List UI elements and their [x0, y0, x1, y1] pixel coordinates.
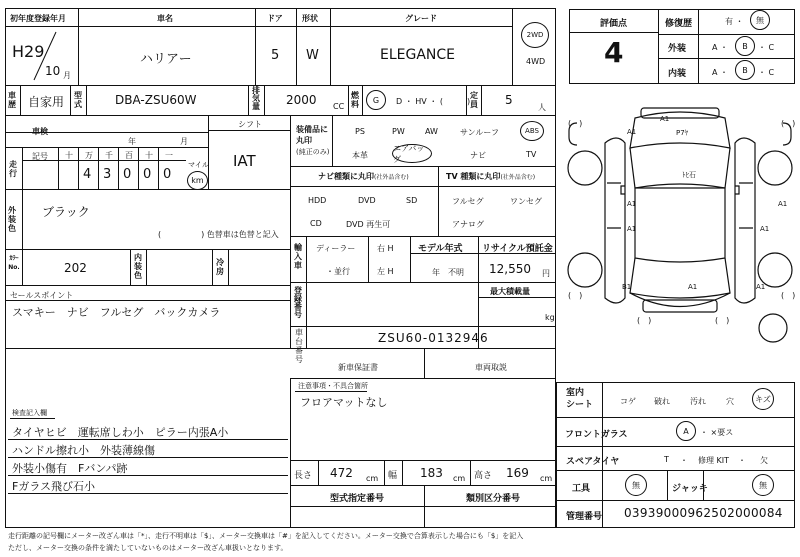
repair-label: 修復歴 — [665, 19, 693, 29]
seat-label: 室内 シート — [566, 388, 594, 410]
seat-option: コゲ — [620, 397, 636, 406]
interior-a: A ・ — [712, 68, 729, 77]
fuel-other: D ・ HV ・ ( ) — [396, 97, 471, 106]
ac-label: 冷 房 — [216, 258, 224, 276]
exterior-label: 外装 — [668, 44, 687, 54]
length-cm: cm — [366, 474, 379, 483]
navi-option: DVD — [358, 196, 376, 205]
color-label: 外 装 色 — [8, 206, 16, 233]
km-unit: km — [187, 171, 208, 190]
seat-option: 汚れ — [690, 397, 706, 406]
windshield-label: フロントガラス — [565, 430, 628, 440]
damage-mark: A1 — [627, 225, 637, 233]
footer-note-1: 走行距離の記号欄にメーター改ざん車は「*」、走行不明車は「$」、メーター交換車は「#」を記入してください。メーター交換で合算表示した場合にも「$」を記入 — [8, 532, 524, 540]
bracket-mark: ( ) — [568, 119, 583, 128]
spare-option: ・ — [738, 456, 746, 465]
width-value: 183 — [420, 466, 443, 480]
exterior-b: B — [735, 36, 755, 56]
length-value: 472 — [330, 466, 353, 480]
equip-option: ナビ — [470, 151, 486, 160]
equip-option: PW — [392, 127, 405, 136]
damage-mark: A1 — [756, 283, 766, 291]
windshield-a: A — [676, 421, 696, 441]
month-unit: 月 — [63, 71, 71, 80]
sales-value: スマキー ナビ フルセグ バックカメラ — [12, 306, 221, 319]
displacement-value: 2000 — [286, 93, 317, 107]
height-cm: cm — [540, 474, 553, 483]
type-designation-label: 型式指定番号 — [330, 494, 385, 504]
equip-option: TV — [526, 150, 537, 159]
digit-header: 百 — [125, 151, 133, 160]
digit-header: 十 — [65, 151, 73, 160]
usage-label: 車 歴 — [8, 91, 16, 109]
tv-option: ワンセグ — [510, 197, 542, 206]
car-name: ハリアー — [140, 52, 192, 67]
notes-label: 注意事項・不具合箇所 — [298, 382, 368, 390]
inspector-line: タイヤヒビ 運転席しわ小 ピラー内張A小 — [12, 426, 229, 439]
exterior-c: ・ C — [758, 43, 775, 52]
equip-option: ABS — [520, 121, 544, 141]
cc-unit: CC — [333, 102, 345, 111]
spare-option: 欠 — [760, 456, 768, 465]
color-code-label: ｶﾗｰ No. — [8, 255, 20, 271]
inspector-line: Fガラス飛び石小 — [12, 480, 95, 493]
windshield-rest: ・ ×要ス — [700, 428, 734, 437]
width-cm: cm — [453, 474, 466, 483]
tools-label: 工具 — [572, 484, 591, 494]
equip-option: サンルーフ — [460, 128, 499, 137]
mgmt-label: 管理番号 — [566, 512, 603, 522]
grade-label: グレード — [405, 14, 437, 23]
model-label: 型 式 — [74, 91, 82, 109]
damage-mark: A1 — [627, 128, 637, 136]
mileage-digit: 4 — [83, 167, 92, 182]
inspector-line: 外装小傷有 Fバンパ跡 — [12, 462, 128, 475]
spare-option: 修理 KIT — [698, 456, 730, 465]
width-label: 幅 — [388, 471, 398, 481]
recycle-label: リサイクル預託金 — [482, 244, 553, 254]
seat-option: 破れ — [654, 397, 670, 406]
import-lh: 左 H — [377, 267, 394, 276]
sales-label: セールスポイント — [10, 291, 74, 300]
inspector-line: ハンドル擦れ小 外装薄線傷 — [12, 444, 155, 457]
jack-label: ジャッキ — [672, 484, 708, 494]
navi-option: DVD 再生可 — [346, 220, 391, 229]
equip-option: PS — [355, 127, 365, 136]
color-value: ブラック — [42, 205, 90, 219]
navi-option: HDD — [308, 196, 327, 205]
inspection-month: 月 — [180, 137, 188, 146]
yen-unit: 円 — [542, 269, 550, 278]
score-label: 評価点 — [600, 19, 628, 29]
drive-4wd: 4WD — [526, 57, 546, 66]
mileage-digit: 0 — [163, 167, 172, 182]
tv-option: フルセグ — [452, 197, 484, 206]
mile-unit: マイル — [188, 161, 209, 169]
class-number-label: 類別区分番号 — [466, 494, 521, 504]
chassis-value: ZSU60-0132946 — [378, 331, 489, 345]
first-reg-label: 初年度登録年月 — [10, 14, 66, 23]
mgmt-value: 03939000962502000084 — [624, 506, 783, 520]
equip-option: AW — [425, 127, 438, 136]
mileage-digit: 0 — [143, 167, 152, 182]
car-name-label: 車名 — [157, 14, 173, 23]
tv-option: アナログ — [452, 220, 484, 229]
digit-header: 十 — [145, 151, 153, 160]
equipment-label: 装備品に丸印 (純正のみ) — [296, 125, 330, 156]
score-value: 4 — [604, 36, 624, 69]
repair-no: 無 — [750, 10, 770, 30]
import-dealer: ディーラー — [316, 244, 356, 253]
color-note: ( ) 色替車は色替と記入 — [158, 230, 279, 239]
navi-option: CD — [310, 219, 322, 228]
capacity-label: 定 員 — [470, 91, 478, 109]
bracket-mark: ( ) — [715, 316, 730, 325]
length-label: 長さ — [294, 471, 313, 481]
fuel-gasoline: G — [366, 90, 386, 110]
inspection-label: 車検 — [32, 127, 48, 136]
chassis-label: 車台 番号 — [295, 328, 303, 364]
grade-value: ELEGANCE — [380, 47, 456, 63]
shape-label: 形状 — [302, 14, 318, 23]
inspection-year: 年 — [128, 137, 136, 146]
reg-label: 登 録 番 号 — [294, 286, 302, 319]
recycle-value: 12,550 — [489, 262, 531, 276]
color-code: 202 — [64, 261, 87, 275]
shift-label: シフト — [238, 120, 262, 129]
navi-label: ナビ種類に丸印(社外品含む) — [318, 172, 409, 181]
damage-mark: A1 — [688, 283, 698, 291]
first-reg-month: 10 — [45, 64, 61, 78]
tools-value: 無 — [625, 474, 647, 496]
notes-value: フロアマットなし — [300, 396, 388, 409]
damage-mark: A1 — [627, 200, 637, 208]
digit-header: 一 — [165, 151, 173, 160]
fuel-label: 燃 料 — [351, 91, 359, 109]
damage-mark: A1 — [660, 115, 670, 123]
model-year-label: モデル年式 — [418, 244, 463, 254]
tv-label: TV 種類に丸印(社外品含む) — [446, 172, 536, 181]
spare-option: ・ — [680, 456, 688, 465]
import-rh: 右 H — [377, 244, 394, 253]
seat-option: 穴 — [726, 397, 734, 406]
jack-value: 無 — [752, 474, 774, 496]
door-label: ドア — [267, 14, 283, 23]
repair-yes: 有 ・ — [725, 17, 744, 26]
mileage-digit: 0 — [123, 167, 132, 182]
first-reg-year: H29 — [12, 42, 45, 61]
mileage-digit: 3 — [103, 167, 112, 182]
capacity-value: 5 — [505, 93, 513, 107]
displacement-label: 排 気 量 — [252, 86, 260, 111]
shape-value: W — [306, 48, 319, 63]
inspector-label: 検査記入欄 — [12, 409, 47, 417]
spare-option: T — [664, 455, 669, 464]
mileage-mark-label: 記号 — [32, 152, 48, 161]
damage-mark: A1 — [778, 200, 788, 208]
import-label: 輸 入 車 — [294, 243, 302, 270]
model-value: DBA-ZSU60W — [115, 93, 197, 107]
manual[interactable]: 車両取説 — [475, 363, 507, 372]
kg-unit: kg — [545, 313, 555, 322]
model-year-value: 年 不明 — [432, 268, 464, 277]
equip-option: 本革 — [352, 151, 368, 160]
spare-label: スペアタイヤ — [566, 457, 620, 467]
import-parallel: ・並行 — [326, 267, 350, 276]
door-value: 5 — [271, 48, 280, 63]
navi-option: SD — [406, 196, 418, 205]
damage-mark: ﾄﾋ石 — [682, 171, 696, 179]
bracket-mark: ( ) — [568, 291, 583, 300]
digit-header: 千 — [105, 151, 113, 160]
seat-option: キズ — [752, 388, 774, 410]
bracket-mark: ( ) — [781, 291, 796, 300]
damage-mark: P7ﾔ — [676, 129, 689, 137]
drive-2wd: 2WD — [521, 22, 549, 48]
warranty[interactable]: 新車保証書 — [338, 363, 378, 372]
height-value: 169 — [506, 466, 529, 480]
interior-label: 内装 — [668, 69, 687, 79]
mileage-label: 走 行 — [9, 160, 17, 178]
bracket-mark: ( ) — [781, 119, 796, 128]
person-unit: 人 — [538, 103, 546, 112]
interior-b: B — [735, 60, 755, 80]
shift-value: IAT — [233, 152, 256, 170]
height-label: 高さ — [474, 471, 493, 481]
max-load-label: 最大積載量 — [490, 287, 530, 296]
footer-note-2: ただし、メーター交換の条件を満たしていないものはメーター改ざん車扱いとなります。 — [8, 544, 288, 552]
digit-header: 万 — [85, 151, 93, 160]
exterior-a: A ・ — [712, 43, 729, 52]
bracket-mark: ( ) — [637, 316, 652, 325]
interior-color-label: 内 装 色 — [134, 253, 142, 280]
equip-option: エアバッグ — [392, 144, 432, 163]
interior-c: ・ C — [758, 68, 775, 77]
usage-value: 自家用 — [28, 95, 65, 109]
damage-mark: A1 — [760, 225, 770, 233]
damage-mark: B1 — [622, 283, 632, 291]
